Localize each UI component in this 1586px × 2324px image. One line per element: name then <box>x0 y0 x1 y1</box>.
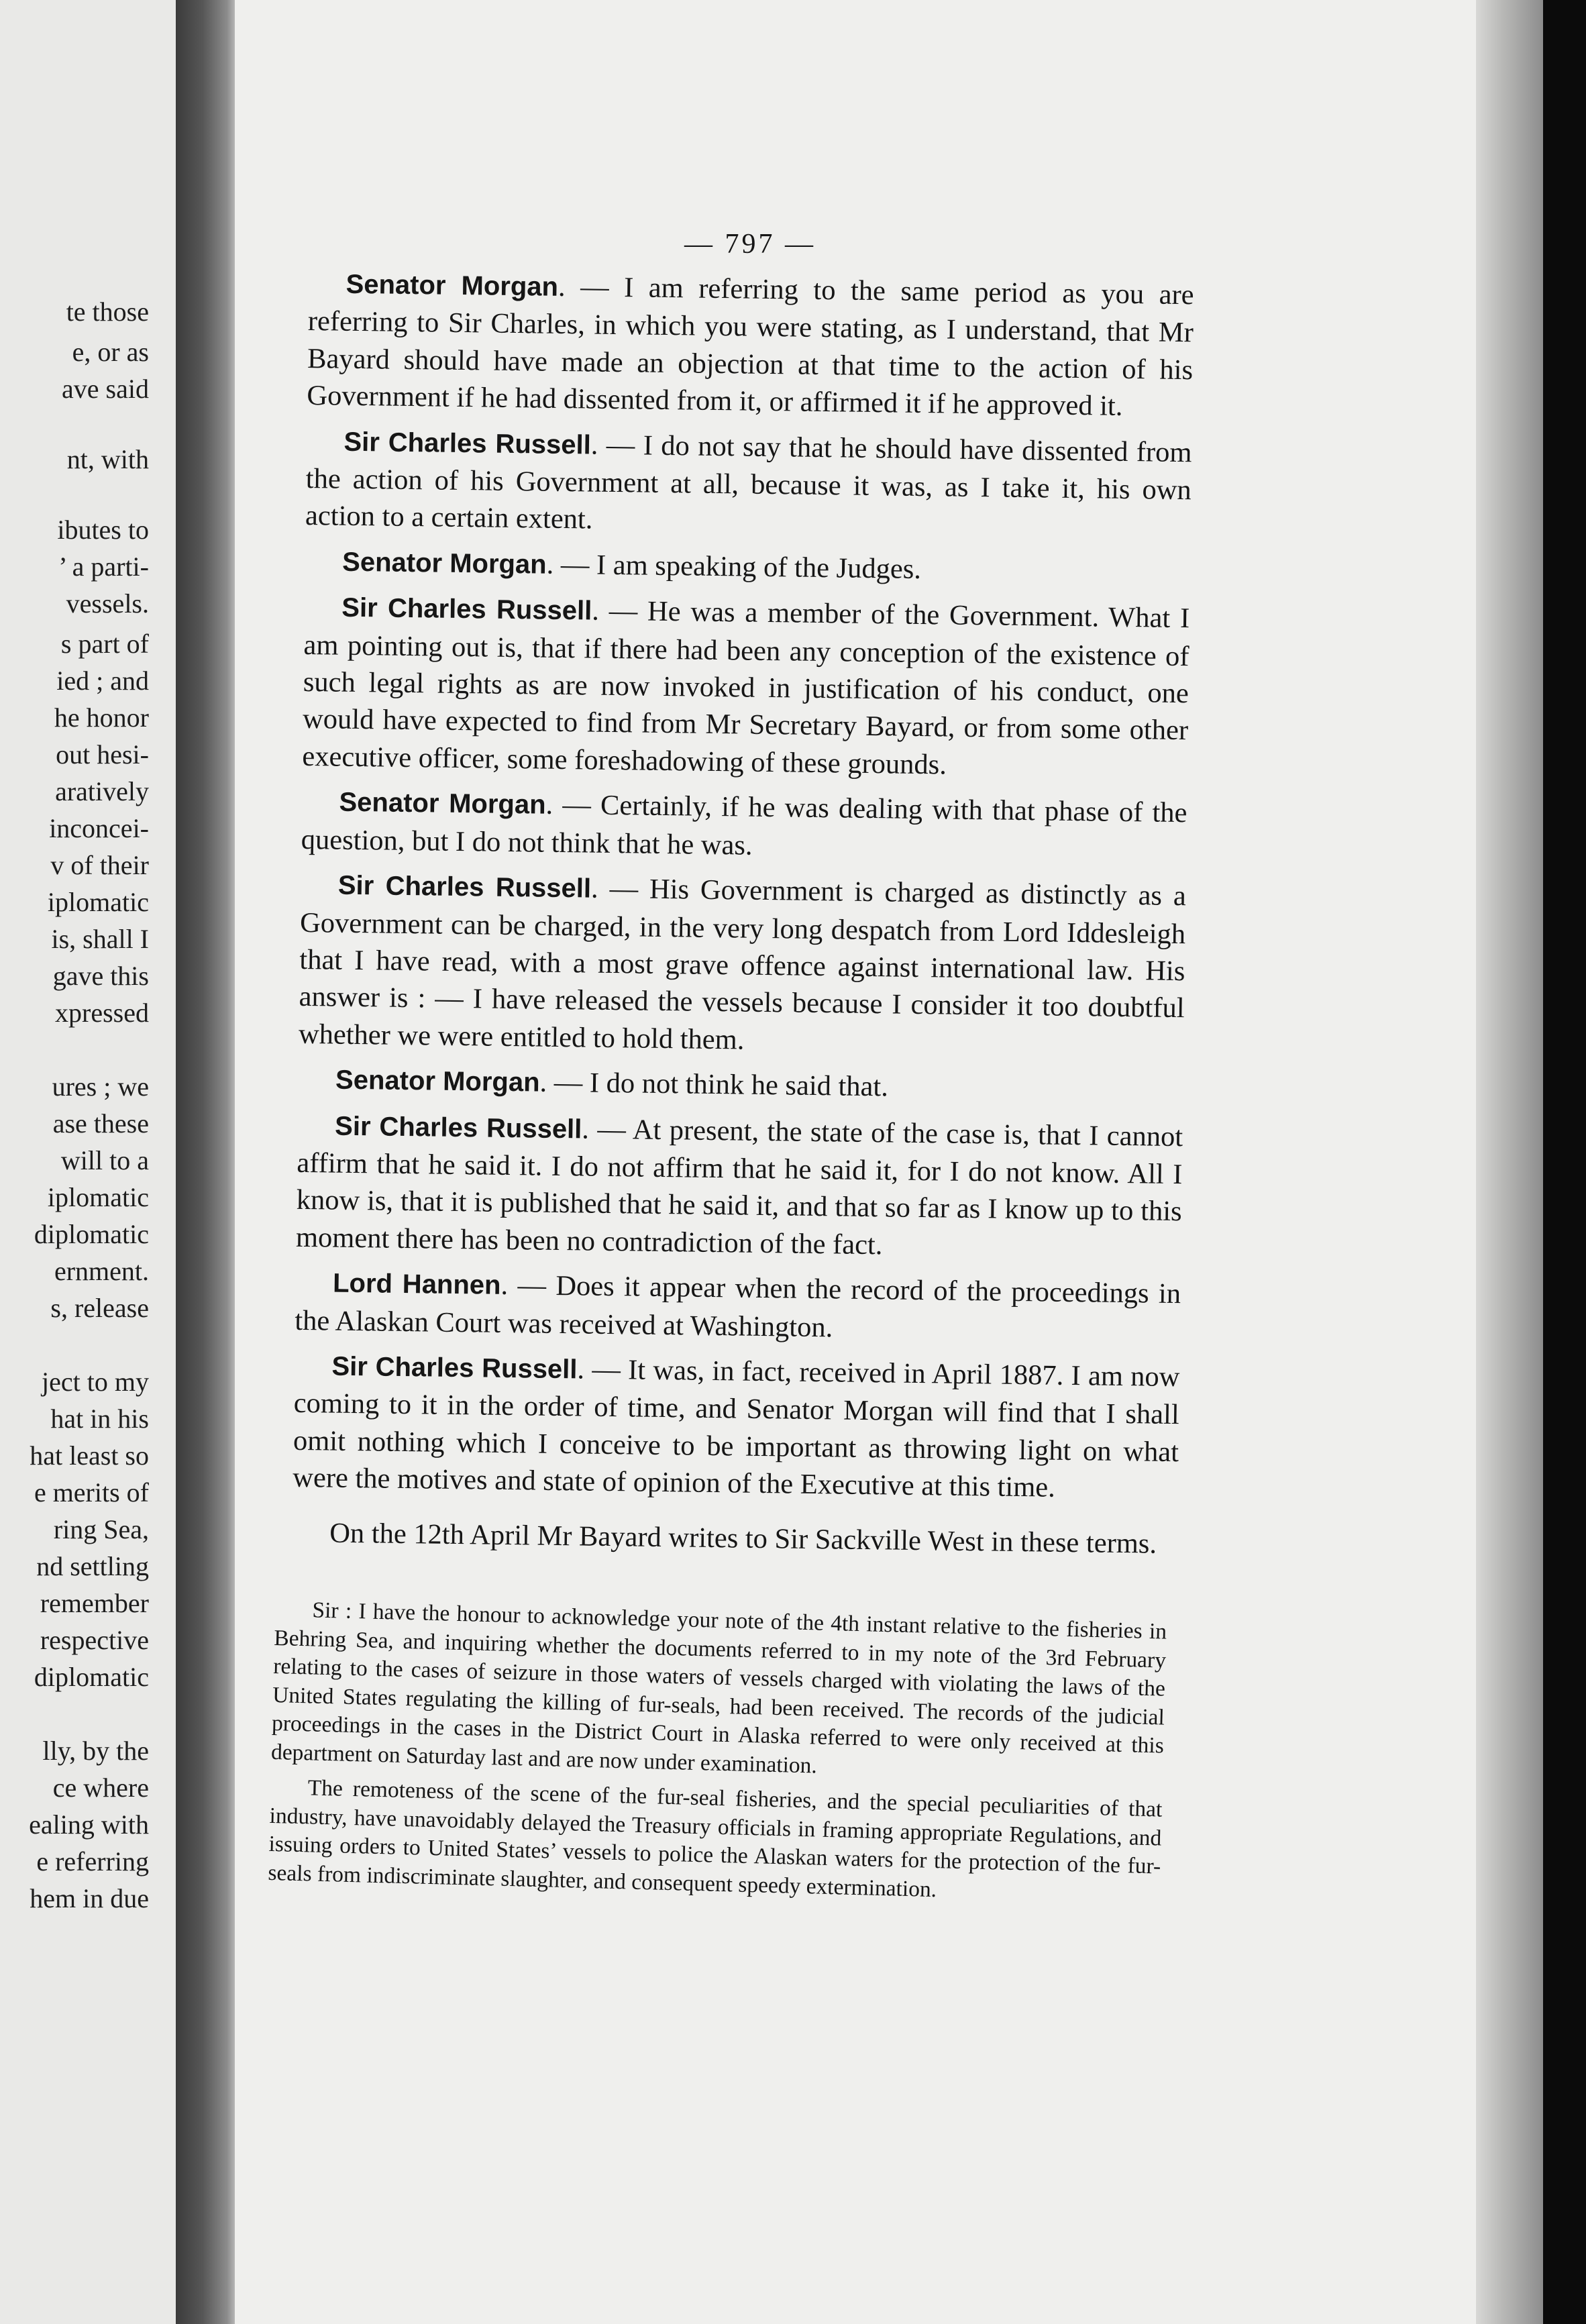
facing-page-line: diplomatic <box>34 1662 149 1692</box>
facing-page-line: vessels. <box>66 588 149 619</box>
page-number: — 797 — <box>684 229 816 260</box>
facing-page-line: iplomatic <box>47 887 149 917</box>
facing-page-line: ce where <box>52 1773 149 1803</box>
speaker-name: Senator Morgan <box>339 787 546 820</box>
speech-paragraph <box>296 1106 1183 1267</box>
speech-text: . — Does it appear when the record of the proceedings in the Alaskan Court was received at Washington. <box>295 1269 1181 1343</box>
facing-page-line: lly, by the <box>42 1736 149 1766</box>
speech-paragraph <box>307 265 1194 426</box>
facing-page-line: ealing with <box>29 1809 149 1840</box>
facing-page-line: remember <box>40 1588 149 1618</box>
book-gutter-shadow <box>176 0 236 2324</box>
speech-text: . — His Government is charged as distinctly as a Government can be charged, in the very long despatch from Lord Iddesleigh that I have read, with a most grave offence against international law. His answer is : — I have released the vessels because I consider it too doubtful whether we were entitled to hold them. <box>298 872 1187 1056</box>
facing-page-line: iplomatic <box>47 1182 149 1212</box>
facing-page-line: e merits of <box>34 1477 149 1508</box>
facing-page-line: ures ; we <box>52 1071 149 1102</box>
speech-text: . — I am referring to the same period as you are referring to Sir Charles, in which you were stating, as I understand, that Mr Bayard should have made an objection at that time to the action of his Government if he had dissented from it, or affirmed it if he approved it. <box>307 270 1194 423</box>
facing-page-line: out hesi- <box>56 739 149 770</box>
speaker-name: Sir Charles Russell <box>331 1351 578 1385</box>
facing-page-line: respective <box>40 1625 149 1655</box>
facing-page-line: e referring <box>36 1846 149 1877</box>
facing-page-line: ase these <box>52 1108 149 1139</box>
facing-page-line: s, release <box>50 1293 149 1323</box>
facing-page-line: ave said <box>62 374 149 404</box>
quoted-letter <box>268 1595 1167 1910</box>
speech-text: On the 12th April Mr Bayard writes to Sir Sackville West in these terms. <box>329 1517 1157 1560</box>
facing-page-line: inconcei- <box>49 813 149 843</box>
speech-text: . — I am speaking of the Judges. <box>546 548 922 585</box>
facing-page-line: hat in his <box>50 1404 149 1434</box>
speech-paragraph <box>301 783 1187 869</box>
speech-text: . — Certainly, if he was dealing with that phase of the question, but I do not think that he was. <box>301 788 1187 861</box>
facing-page-line: v of their <box>50 850 149 880</box>
facing-page-line: ring Sea, <box>53 1514 149 1544</box>
facing-page-line: is, shall I <box>51 924 149 954</box>
speaker-name: Sir Charles Russell <box>337 870 592 904</box>
facing-page-line: e, or as <box>72 337 149 367</box>
facing-page-line: nt, with <box>66 444 149 474</box>
speech-text: . — I do not say that he should have dissented from the action of his Government at all, because it was, as I take it, his own action to a certain extent. <box>305 429 1192 536</box>
facing-page-line: ibutes to <box>57 515 149 545</box>
facing-page-line: te those <box>66 297 149 327</box>
facing-page-line: diplomatic <box>34 1219 149 1249</box>
facing-page-line: ied ; and <box>56 666 149 696</box>
facing-page-line: xpressed <box>55 998 149 1028</box>
facing-page-line: will to a <box>60 1145 149 1175</box>
facing-page-line: aratively <box>55 776 149 806</box>
facing-page-line: ject to my <box>42 1367 149 1397</box>
speaker-name: Sir Charles Russell <box>334 1111 582 1144</box>
facing-page-line: he honor <box>54 702 149 733</box>
speaker-name: Sir Charles Russell <box>341 592 592 626</box>
speaker-name: Lord Hannen <box>332 1268 501 1301</box>
facing-page-fragment <box>0 0 176 2324</box>
quote-paragraph: The remoteness of the scene of the fur-seal fisheries, and the special peculiarities of that industry, have unavoidably delayed the Treasury officials in framing appropriate Regulations, and issuing orders to United States’ vessels to police the Alaskan waters for the protection of the fur-seals from indiscriminate slaughter, and consequent speedy extermination. <box>268 1775 1163 1902</box>
speaker-name: Senator Morgan <box>335 1065 540 1098</box>
transcript-body <box>292 265 1194 1563</box>
speech-text: . — It was, in fact, received in April 1887. I am now coming to it in the order of time, and Senator Morgan will find that I shall omit nothing which I conceive to be important as throwing light on what were the motives and state of opinion of the Executive at this time. <box>293 1353 1180 1503</box>
speech-paragraph <box>299 866 1187 1064</box>
scan-border <box>1543 0 1586 2324</box>
facing-page-line: ’ a parti- <box>58 551 149 582</box>
facing-page-line: hem in due <box>30 1883 149 1913</box>
speech-paragraph <box>298 1061 1184 1110</box>
speech-paragraph <box>305 543 1191 592</box>
speaker-name: Senator Morgan <box>341 547 547 580</box>
speech-paragraph <box>305 423 1192 546</box>
facing-page-line: ernment. <box>54 1256 149 1286</box>
speech-text: . — I do not think he said that. <box>539 1066 889 1103</box>
quote-paragraph: Sir : I have the honour to acknowledge your note of the 4th instant relative to the fisheries in Behring Sea, and inquiring whether the documents referred to in my note of the 3rd February relating to the cases of seizure in those waters of vessels charged with violating the laws of the United States regulating the killing of fur-seals, had been received. The records of the judicial proceedings in the cases in the District Court in Alaska referred to were only received at this department on Saturday last and are now under examination. <box>270 1597 1167 1779</box>
facing-page-line: hat least so <box>30 1440 149 1471</box>
facing-page-line: s part of <box>60 629 149 659</box>
facing-page-line: gave this <box>52 961 149 991</box>
speech-paragraph <box>293 1347 1180 1508</box>
speech-text: . — At present, the state of the case is, that I cannot affirm that he said it. I do not affirm that he said it, for I do not know. All I know is, that it is published that he said it, and that so far as I know up to this moment there has been no contradiction of the fact. <box>295 1112 1183 1261</box>
speech-paragraph <box>302 588 1190 786</box>
facing-page-line: nd settling <box>36 1551 149 1581</box>
speech-paragraph <box>295 1264 1181 1351</box>
speaker-name: Sir Charles Russell <box>343 427 592 460</box>
speaker-name: Senator Morgan <box>346 269 559 302</box>
speech-text: . — He was a member of the Government. What I am pointing out is, that if there had been any conception of the existence of such legal rights as are now invoked in justification of his conduct, one would have expected to find from Mr Secretary Bayard, or from some other executive officer, some foreshadowing of these grounds. <box>302 594 1190 781</box>
page-edge-shadow <box>1476 0 1543 2324</box>
